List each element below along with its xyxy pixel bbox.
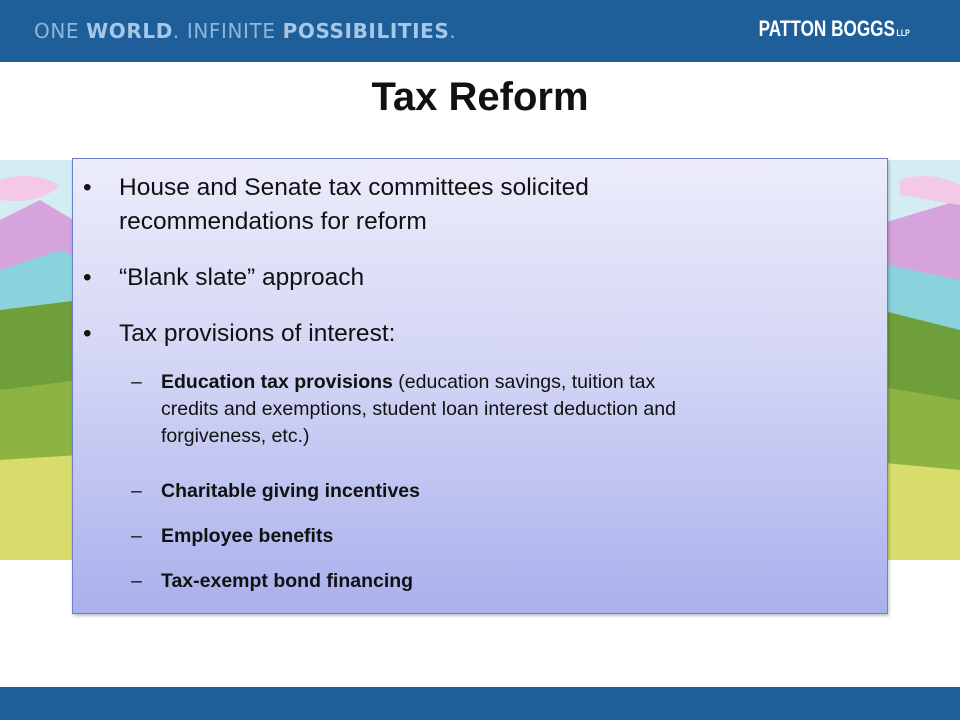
bullet-marker: • — [83, 320, 92, 347]
bullet-text: “Blank slate” approach — [119, 264, 365, 291]
sub-bullet-text: (education savings, tuition tax — [392, 371, 656, 393]
content-box — [72, 158, 888, 614]
sub-bullet-marker: – — [131, 371, 142, 393]
sub-bullet-marker: – — [131, 480, 142, 502]
footer-bar — [0, 687, 960, 720]
tagline: ONE WORLD. INFINITE POSSIBILITIES. — [34, 19, 457, 43]
sub-bullet-item — [131, 568, 414, 595]
sub-bullet-marker: – — [131, 525, 142, 547]
sub-bullet-item — [131, 369, 676, 450]
bullet-item — [83, 317, 396, 351]
slide-title: Tax Reform — [371, 75, 589, 119]
brand-logo: PATTON BOGGS LLP — [758, 16, 910, 41]
bullet-item — [83, 171, 589, 239]
sub-bullet-item — [131, 523, 334, 550]
sub-bullet-marker: – — [131, 570, 142, 592]
bullet-marker: • — [83, 264, 92, 291]
bullet-text-line: recommendations for reform — [119, 208, 427, 235]
sub-bullet-bold: Charitable giving incentives — [161, 480, 420, 502]
bullet-marker: • — [83, 174, 92, 201]
sub-bullet-bold: Tax-exempt bond financing — [161, 570, 414, 592]
sub-bullet-bold: Education tax provisions — [161, 371, 393, 393]
sub-bullet-text-line: forgiveness, etc.) — [161, 425, 310, 447]
header-bar — [0, 0, 960, 62]
bullet-item — [83, 261, 365, 295]
bullet-text-line: House and Senate tax committees solicited — [119, 174, 589, 201]
sub-bullet-bold: Employee benefits — [161, 525, 334, 547]
bullet-text: Tax provisions of interest: — [119, 320, 396, 347]
sub-bullet-item — [131, 478, 420, 505]
sub-bullet-text-line: credits and exemptions, student loan interest deduction and — [161, 398, 676, 420]
